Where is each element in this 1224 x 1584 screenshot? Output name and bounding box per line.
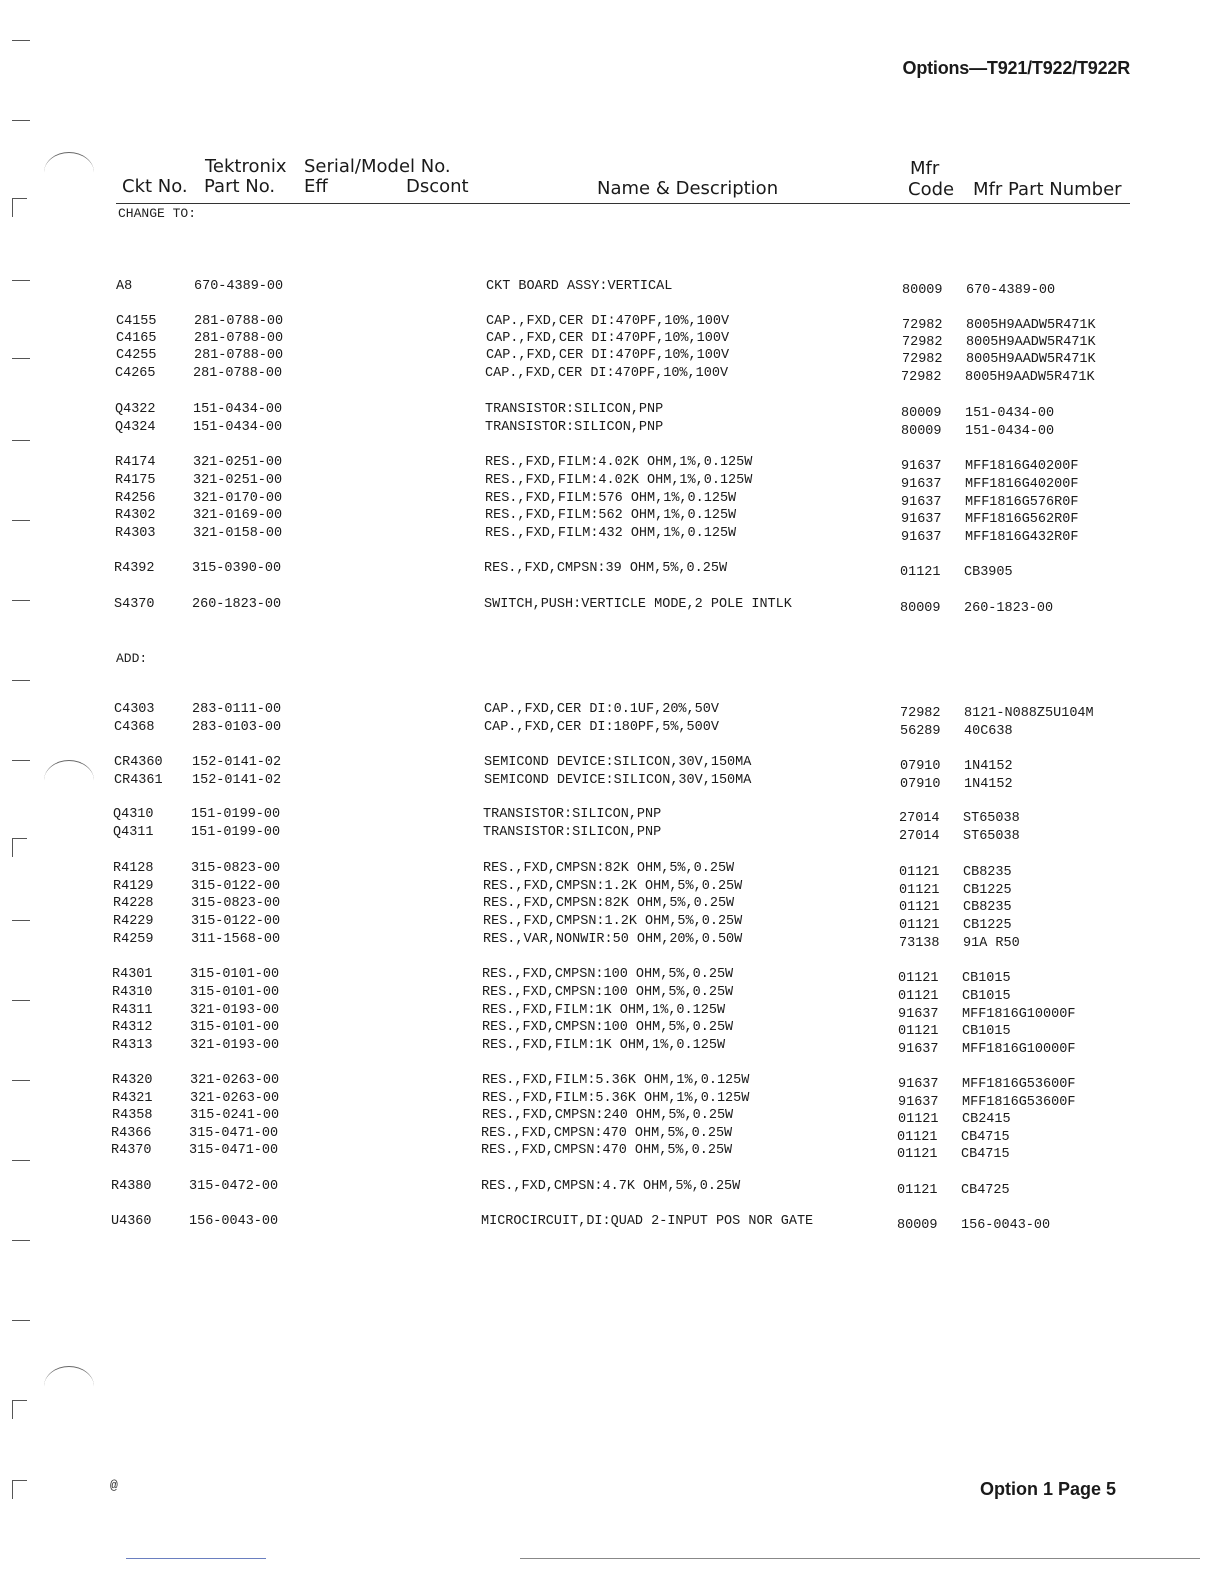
ckt-no-cell: R4313 — [112, 1038, 153, 1053]
part-no-cell: 152-0141-02 — [192, 755, 282, 770]
mfr-code-cell: 91637 — [901, 477, 942, 492]
part-no-cell: 315-0471-00 — [189, 1126, 279, 1141]
mfr-code-cell: 01121 — [898, 1024, 939, 1039]
description-cell: RES.,FXD,FILM:1K OHM,1%,0.125W — [482, 1038, 726, 1053]
section-change-to: CHANGE TO: — [118, 206, 197, 221]
mfr-part-number-cell: MFF1816G562R0F — [965, 512, 1079, 527]
part-no-cell: 315-0823-00 — [191, 896, 281, 911]
description-cell: RES.,FXD,CMPSN:100 OHM,5%,0.25W — [482, 985, 734, 1000]
description-cell: CAP.,FXD,CER DI:470PF,10%,100V — [485, 366, 729, 381]
description-cell: SWITCH,PUSH:VERTICLE MODE,2 POLE INTLK — [484, 597, 792, 612]
margin-tick — [12, 280, 30, 281]
part-no-cell: 281-0788-00 — [194, 331, 284, 346]
mfr-part-number-cell: 1N4152 — [964, 759, 1013, 774]
part-no-cell: 315-0122-00 — [191, 879, 281, 894]
mfr-code-cell: 80009 — [901, 424, 942, 439]
mfr-part-number-cell: CB1225 — [963, 883, 1012, 898]
bottom-edge-line — [126, 1558, 266, 1559]
description-cell: RES.,FXD,FILM:432 OHM,1%,0.125W — [485, 526, 737, 541]
ckt-no-cell: R4311 — [112, 1003, 153, 1018]
mfr-code-cell: 91637 — [898, 1042, 939, 1057]
mfr-part-number-cell: 1N4152 — [964, 777, 1013, 792]
ckt-no-cell: R4229 — [113, 914, 154, 929]
part-no-cell: 281-0788-00 — [194, 314, 284, 329]
mfr-code-cell: 72982 — [900, 706, 941, 721]
mfr-part-number-cell: 8005H9AADW5R471K — [966, 335, 1096, 350]
part-no-cell: 283-0103-00 — [192, 720, 282, 735]
mfr-part-number-cell: CB3905 — [964, 565, 1013, 580]
part-no-cell: 321-0251-00 — [193, 473, 283, 488]
margin-arc — [44, 1366, 94, 1407]
mfr-part-number-cell: 8005H9AADW5R471K — [966, 318, 1096, 333]
description-cell: RES.,FXD,FILM:576 OHM,1%,0.125W — [485, 491, 737, 506]
col-mfr: Mfr — [910, 158, 940, 179]
mfr-part-number-cell: MFF1816G40200F — [965, 477, 1079, 492]
mfr-code-cell: 72982 — [902, 318, 943, 333]
description-cell: RES.,FXD,CMPSN:39 OHM,5%,0.25W — [484, 561, 728, 576]
ckt-no-cell: R4129 — [113, 879, 154, 894]
mfr-code-cell: 01121 — [897, 1183, 938, 1198]
mfr-part-number-cell: CB1015 — [962, 989, 1011, 1004]
mfr-code-cell: 91637 — [901, 495, 942, 510]
ckt-no-cell: C4265 — [115, 366, 156, 381]
mfr-part-number-cell: 91A R50 — [963, 936, 1020, 951]
mfr-part-number-cell: ST65038 — [963, 829, 1020, 844]
part-no-cell: 315-0122-00 — [191, 914, 281, 929]
description-cell: SEMICOND DEVICE:SILICON,30V,150MA — [484, 773, 752, 788]
margin-arc — [44, 760, 94, 801]
mfr-code-cell: 91637 — [898, 1007, 939, 1022]
ckt-no-cell: R4302 — [115, 508, 156, 523]
description-cell: CAP.,FXD,CER DI:470PF,10%,100V — [486, 348, 730, 363]
mfr-part-number-cell: 8005H9AADW5R471K — [966, 352, 1096, 367]
part-no-cell: 315-0472-00 — [189, 1179, 279, 1194]
mfr-part-number-cell: 40C638 — [964, 724, 1013, 739]
ckt-no-cell: S4370 — [114, 597, 155, 612]
mfr-part-number-cell: MFF1816G53600F — [962, 1077, 1076, 1092]
margin-tick — [12, 760, 30, 761]
mfr-code-cell: 01121 — [898, 971, 939, 986]
ckt-no-cell: A8 — [116, 279, 133, 294]
mfr-code-cell: 80009 — [900, 601, 941, 616]
part-no-cell: 315-0471-00 — [189, 1143, 279, 1158]
description-cell: RES.,FXD,CMPSN:4.7K OHM,5%,0.25W — [481, 1179, 741, 1194]
description-cell: RES.,FXD,CMPSN:100 OHM,5%,0.25W — [482, 967, 734, 982]
description-cell: RES.,FXD,CMPSN:82K OHM,5%,0.25W — [483, 861, 735, 876]
ckt-no-cell: R4312 — [112, 1020, 153, 1035]
description-cell: CAP.,FXD,CER DI:470PF,10%,100V — [486, 314, 730, 329]
margin-tick — [12, 40, 30, 41]
mfr-code-cell: 80009 — [902, 283, 943, 298]
mfr-code-cell: 80009 — [897, 1218, 938, 1233]
part-no-cell: 315-0101-00 — [190, 1020, 280, 1035]
mfr-part-number-cell: MFF1816G53600F — [962, 1095, 1076, 1110]
mfr-code-cell: 01121 — [899, 918, 940, 933]
ckt-no-cell: CR4361 — [114, 773, 163, 788]
ckt-no-cell: R4358 — [112, 1108, 153, 1123]
page-header-title: Options—T921/T922/T922R — [902, 58, 1130, 78]
ckt-no-cell: Q4311 — [113, 825, 154, 840]
description-cell: TRANSISTOR:SILICON,PNP — [485, 420, 664, 435]
margin-arc — [44, 152, 94, 193]
footer-page-label: Option 1 Page 5 — [979, 1479, 1116, 1499]
mfr-part-number-cell: 8121-N088Z5U104M — [964, 706, 1094, 721]
description-cell: CAP.,FXD,CER DI:180PF,5%,500V — [484, 720, 719, 735]
margin-tick — [12, 1240, 30, 1241]
mfr-code-cell: 01121 — [899, 865, 940, 880]
ckt-no-cell: C4368 — [114, 720, 155, 735]
margin-tick — [12, 1160, 30, 1161]
ckt-no-cell: CR4360 — [114, 755, 163, 770]
col-mfr-part-number: Mfr Part Number — [973, 179, 1122, 200]
ckt-no-cell: Q4322 — [115, 402, 156, 417]
mfr-code-cell: 07910 — [900, 777, 941, 792]
mfr-part-number-cell: MFF1816G432R0F — [965, 530, 1079, 545]
margin-tick — [12, 600, 30, 601]
part-no-cell: 321-0169-00 — [193, 508, 283, 523]
col-tektronix: Tektronix — [205, 156, 287, 177]
ckt-no-cell: R4174 — [115, 455, 156, 470]
margin-corner — [12, 1480, 27, 1499]
description-cell: SEMICOND DEVICE:SILICON,30V,150MA — [484, 755, 752, 770]
mfr-code-cell: 73138 — [899, 936, 940, 951]
margin-corner — [12, 838, 27, 857]
margin-corner — [12, 198, 27, 217]
mfr-code-cell: 01121 — [898, 1112, 939, 1127]
mfr-part-number-cell: 8005H9AADW5R471K — [965, 370, 1095, 385]
ckt-no-cell: R4128 — [113, 861, 154, 876]
part-no-cell: 281-0788-00 — [193, 366, 283, 381]
col-part-no: Part No. — [204, 176, 276, 197]
part-no-cell: 315-0101-00 — [190, 967, 280, 982]
ckt-no-cell: R4366 — [111, 1126, 152, 1141]
description-cell: RES.,FXD,CMPSN:240 OHM,5%,0.25W — [482, 1108, 734, 1123]
description-cell: TRANSISTOR:SILICON,PNP — [483, 825, 662, 840]
part-no-cell: 151-0434-00 — [193, 420, 283, 435]
ckt-no-cell: R4392 — [114, 561, 155, 576]
mfr-part-number-cell: MFF1816G576R0F — [965, 495, 1079, 510]
mfr-code-cell: 01121 — [899, 883, 940, 898]
col-ckt-no: Ckt No. — [122, 176, 188, 197]
description-cell: TRANSISTOR:SILICON,PNP — [485, 402, 664, 417]
mfr-code-cell: 01121 — [898, 989, 939, 1004]
ckt-no-cell: R4301 — [112, 967, 153, 982]
mfr-code-cell: 91637 — [901, 459, 942, 474]
mfr-code-cell: 07910 — [900, 759, 941, 774]
part-no-cell: 315-0241-00 — [190, 1108, 280, 1123]
mfr-code-cell: 80009 — [901, 406, 942, 421]
col-name-description: Name & Description — [597, 178, 779, 199]
description-cell: MICROCIRCUIT,DI:QUAD 2-INPUT POS NOR GATE — [481, 1214, 814, 1229]
mfr-part-number-cell: CB8235 — [963, 865, 1012, 880]
description-cell: RES.,VAR,NONWIR:50 OHM,20%,0.50W — [483, 932, 743, 947]
description-cell: RES.,FXD,FILM:4.02K OHM,1%,0.125W — [485, 455, 753, 470]
margin-tick — [12, 358, 30, 359]
ckt-no-cell: R4320 — [112, 1073, 153, 1088]
ckt-no-cell: C4303 — [114, 702, 155, 717]
mfr-part-number-cell: CB4725 — [961, 1183, 1010, 1198]
part-no-cell: 321-0251-00 — [193, 455, 283, 470]
description-cell: CAP.,FXD,CER DI:0.1UF,20%,50V — [484, 702, 719, 717]
margin-tick — [12, 1080, 30, 1081]
mfr-part-number-cell: MFF1816G10000F — [962, 1042, 1076, 1057]
mfr-part-number-cell: 156-0043-00 — [961, 1218, 1051, 1233]
mfr-part-number-cell: CB1225 — [963, 918, 1012, 933]
ckt-no-cell: R4321 — [112, 1091, 153, 1106]
part-no-cell: 311-1568-00 — [191, 932, 281, 947]
part-no-cell: 321-0170-00 — [193, 491, 283, 506]
mfr-code-cell: 27014 — [899, 811, 940, 826]
header-rule — [116, 203, 1130, 204]
mfr-part-number-cell: CB2415 — [962, 1112, 1011, 1127]
margin-tick — [12, 1320, 30, 1321]
part-no-cell: 321-0193-00 — [190, 1038, 280, 1053]
ckt-no-cell: C4165 — [116, 331, 157, 346]
part-no-cell: 281-0788-00 — [194, 348, 284, 363]
mfr-code-cell: 91637 — [901, 530, 942, 545]
part-no-cell: 321-0263-00 — [190, 1073, 280, 1088]
mfr-part-number-cell: MFF1816G10000F — [962, 1007, 1076, 1022]
mfr-code-cell: 91637 — [901, 512, 942, 527]
margin-corner — [12, 1400, 27, 1419]
mfr-code-cell: 91637 — [898, 1077, 939, 1092]
description-cell: TRANSISTOR:SILICON,PNP — [483, 807, 662, 822]
mfr-code-cell: 72982 — [902, 335, 943, 350]
description-cell: RES.,FXD,FILM:5.36K OHM,1%,0.125W — [482, 1073, 750, 1088]
ckt-no-cell: C4155 — [116, 314, 157, 329]
mfr-code-cell: 01121 — [897, 1130, 938, 1145]
col-code: Code — [908, 179, 955, 200]
part-no-cell: 321-0263-00 — [190, 1091, 280, 1106]
description-cell: RES.,FXD,FILM:5.36K OHM,1%,0.125W — [482, 1091, 750, 1106]
col-serial-model: Serial/Model No. — [304, 156, 451, 177]
mfr-part-number-cell: 151-0434-00 — [965, 406, 1055, 421]
mfr-code-cell: 01121 — [900, 565, 941, 580]
ckt-no-cell: R4380 — [111, 1179, 152, 1194]
part-no-cell: 156-0043-00 — [189, 1214, 279, 1229]
description-cell: RES.,FXD,FILM:4.02K OHM,1%,0.125W — [485, 473, 753, 488]
mfr-part-number-cell: ST65038 — [963, 811, 1020, 826]
part-no-cell: 321-0158-00 — [193, 526, 283, 541]
margin-tick — [12, 1000, 30, 1001]
part-no-cell: 152-0141-02 — [192, 773, 282, 788]
mfr-part-number-cell: 670-4389-00 — [966, 283, 1056, 298]
mfr-part-number-cell: CB4715 — [961, 1130, 1010, 1145]
margin-tick — [12, 920, 30, 921]
ckt-no-cell: R4228 — [113, 896, 154, 911]
description-cell: RES.,FXD,FILM:1K OHM,1%,0.125W — [482, 1003, 726, 1018]
part-no-cell: 151-0199-00 — [191, 807, 281, 822]
part-no-cell: 670-4389-00 — [194, 279, 284, 294]
part-no-cell: 151-0199-00 — [191, 825, 281, 840]
part-no-cell: 315-0101-00 — [190, 985, 280, 1000]
mfr-part-number-cell: CB1015 — [962, 971, 1011, 986]
description-cell: RES.,FXD,CMPSN:470 OHM,5%,0.25W — [481, 1143, 733, 1158]
ckt-no-cell: R4256 — [115, 491, 156, 506]
ckt-no-cell: U4360 — [111, 1214, 152, 1229]
mfr-code-cell: 91637 — [898, 1095, 939, 1110]
mfr-code-cell: 01121 — [899, 900, 940, 915]
margin-tick — [12, 520, 30, 521]
mfr-part-number-cell: MFF1816G40200F — [965, 459, 1079, 474]
mfr-code-cell: 01121 — [897, 1147, 938, 1162]
section-add: ADD: — [116, 651, 148, 666]
mfr-part-number-cell: CB1015 — [962, 1024, 1011, 1039]
ckt-no-cell: R4175 — [115, 473, 156, 488]
description-cell: RES.,FXD,FILM:562 OHM,1%,0.125W — [485, 508, 737, 523]
description-cell: RES.,FXD,CMPSN:1.2K OHM,5%,0.25W — [483, 914, 743, 929]
description-cell: RES.,FXD,CMPSN:1.2K OHM,5%,0.25W — [483, 879, 743, 894]
ckt-no-cell: C4255 — [116, 348, 157, 363]
part-no-cell: 260-1823-00 — [192, 597, 282, 612]
description-cell: RES.,FXD,CMPSN:470 OHM,5%,0.25W — [481, 1126, 733, 1141]
description-cell: CAP.,FXD,CER DI:470PF,10%,100V — [486, 331, 730, 346]
margin-tick — [12, 680, 30, 681]
part-no-cell: 321-0193-00 — [190, 1003, 280, 1018]
footer-mark: @ — [110, 1478, 118, 1493]
part-no-cell: 315-0390-00 — [192, 561, 282, 576]
part-no-cell: 283-0111-00 — [192, 702, 282, 717]
mfr-code-cell: 72982 — [902, 352, 943, 367]
bottom-edge-line — [520, 1558, 1200, 1559]
col-dscont: Dscont — [406, 176, 469, 197]
mfr-code-cell: 27014 — [899, 829, 940, 844]
mfr-part-number-cell: 151-0434-00 — [965, 424, 1055, 439]
description-cell: RES.,FXD,CMPSN:100 OHM,5%,0.25W — [482, 1020, 734, 1035]
mfr-code-cell: 72982 — [901, 370, 942, 385]
ckt-no-cell: R4370 — [111, 1143, 152, 1158]
ckt-no-cell: R4303 — [115, 526, 156, 541]
part-no-cell: 315-0823-00 — [191, 861, 281, 876]
description-cell: RES.,FXD,CMPSN:82K OHM,5%,0.25W — [483, 896, 735, 911]
mfr-part-number-cell: CB4715 — [961, 1147, 1010, 1162]
ckt-no-cell: Q4324 — [115, 420, 156, 435]
margin-tick — [12, 440, 30, 441]
ckt-no-cell: R4310 — [112, 985, 153, 1000]
mfr-part-number-cell: 260-1823-00 — [964, 601, 1054, 616]
ckt-no-cell: R4259 — [113, 932, 154, 947]
margin-tick — [12, 120, 30, 121]
ckt-no-cell: Q4310 — [113, 807, 154, 822]
mfr-code-cell: 56289 — [900, 724, 941, 739]
mfr-part-number-cell: CB8235 — [963, 900, 1012, 915]
part-no-cell: 151-0434-00 — [193, 402, 283, 417]
col-eff: Eff — [304, 176, 328, 197]
description-cell: CKT BOARD ASSY:VERTICAL — [486, 279, 673, 294]
